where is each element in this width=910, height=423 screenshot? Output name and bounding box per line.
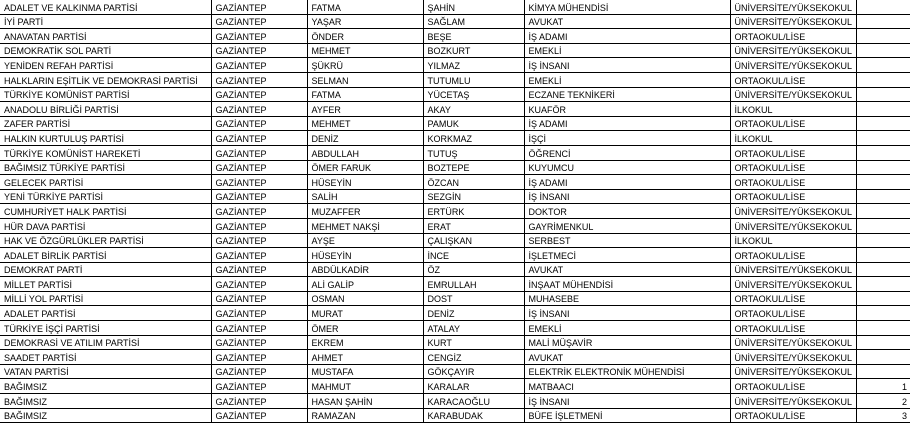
occupation-cell[interactable]: İŞ İNSANI (524, 306, 730, 321)
city-cell[interactable]: GAZİANTEP (211, 43, 307, 58)
first-name-cell[interactable]: FATMA (307, 0, 423, 14)
table-row (0, 306, 910, 321)
number-cell[interactable] (856, 145, 910, 160)
table-row (0, 350, 910, 365)
party-cell[interactable]: HAK VE ÖZGÜRLÜKLER PARTİSİ (0, 233, 211, 248)
education-cell[interactable]: İLKOKUL (730, 102, 856, 117)
party-cell[interactable]: ADALET PARTİSİ (0, 306, 211, 321)
first-name-cell[interactable]: RAMAZAN (307, 408, 423, 423)
number-cell[interactable]: 2 (856, 394, 910, 409)
education-cell[interactable]: ÜNİVERSİTE/YÜKSEKOKUL (730, 350, 856, 365)
number-cell[interactable] (856, 87, 910, 102)
table-row (0, 394, 910, 409)
last-name-cell[interactable]: TUTUŞ (423, 145, 524, 160)
last-name-cell[interactable]: BOZKURT (423, 43, 524, 58)
number-cell[interactable] (856, 277, 910, 292)
city-cell[interactable]: GAZİANTEP (211, 29, 307, 44)
last-name-cell[interactable]: YÜCETAŞ (423, 87, 524, 102)
number-cell[interactable] (856, 204, 910, 219)
table-row (0, 131, 910, 146)
occupation-cell[interactable]: AVUKAT (524, 350, 730, 365)
table-row (0, 408, 910, 423)
occupation-cell[interactable]: SERBEST (524, 233, 730, 248)
first-name-cell[interactable]: SALİH (307, 189, 423, 204)
last-name-cell[interactable]: BEŞE (423, 29, 524, 44)
first-name-cell[interactable]: OSMAN (307, 291, 423, 306)
education-cell[interactable]: ORTAOKUL/LİSE (730, 29, 856, 44)
last-name-cell[interactable]: KARACAOĞLU (423, 394, 524, 409)
first-name-cell[interactable]: MUZAFFER (307, 204, 423, 219)
occupation-cell[interactable]: GAYRİMENKUL (524, 218, 730, 233)
city-cell[interactable]: GAZİANTEP (211, 160, 307, 175)
party-cell[interactable]: BAĞIMSIZ (0, 379, 211, 394)
occupation-cell[interactable]: İŞLETMECİ (524, 248, 730, 263)
last-name-cell[interactable]: ÇALIŞKAN (423, 233, 524, 248)
table-row (0, 43, 910, 58)
number-cell[interactable] (856, 43, 910, 58)
table-row (0, 204, 910, 219)
occupation-cell[interactable]: BÜFE İŞLETMENİ (524, 408, 730, 423)
occupation-cell[interactable]: İŞ İNSANI (524, 394, 730, 409)
city-cell[interactable]: GAZİANTEP (211, 87, 307, 102)
first-name-cell[interactable]: ÖMER (307, 321, 423, 336)
number-cell[interactable] (856, 116, 910, 131)
table-row (0, 379, 910, 394)
last-name-cell[interactable]: EMRULLAH (423, 277, 524, 292)
last-name-cell[interactable]: GÖKÇAYIR (423, 364, 524, 379)
occupation-cell[interactable]: EMEKLİ (524, 72, 730, 87)
last-name-cell[interactable]: ÖZCAN (423, 175, 524, 190)
number-cell[interactable] (856, 189, 910, 204)
party-cell[interactable]: CUMHURİYET HALK PARTİSİ (0, 204, 211, 219)
first-name-cell[interactable]: MEHMET (307, 116, 423, 131)
last-name-cell[interactable]: ERTÜRK (423, 204, 524, 219)
city-cell[interactable]: GAZİANTEP (211, 145, 307, 160)
party-cell[interactable]: ADALET VE KALKINMA PARTİSİ (0, 0, 211, 14)
city-cell[interactable]: GAZİANTEP (211, 102, 307, 117)
last-name-cell[interactable]: ÖZ (423, 262, 524, 277)
last-name-cell[interactable]: SAĞLAM (423, 14, 524, 29)
city-cell[interactable]: GAZİANTEP (211, 306, 307, 321)
last-name-cell[interactable]: CENGİZ (423, 350, 524, 365)
last-name-cell[interactable]: TUTUMLU (423, 72, 524, 87)
last-name-cell[interactable]: PAMUK (423, 116, 524, 131)
city-cell[interactable]: GAZİANTEP (211, 277, 307, 292)
education-cell[interactable]: ÜNİVERSİTE/YÜKSEKOKUL (730, 14, 856, 29)
table-row (0, 233, 910, 248)
education-cell[interactable]: İLKOKUL (730, 233, 856, 248)
first-name-cell[interactable]: SELMAN (307, 72, 423, 87)
city-cell[interactable]: GAZİANTEP (211, 335, 307, 350)
number-cell[interactable] (856, 0, 910, 14)
first-name-cell[interactable]: ÖMER FARUK (307, 160, 423, 175)
city-cell[interactable]: GAZİANTEP (211, 189, 307, 204)
last-name-cell[interactable]: AKAY (423, 102, 524, 117)
number-cell[interactable] (856, 364, 910, 379)
occupation-cell[interactable]: ELEKTRİK ELEKTRONİK MÜHENDİSİ (524, 364, 730, 379)
first-name-cell[interactable]: EKREM (307, 335, 423, 350)
education-cell[interactable]: ORTAOKUL/LİSE (730, 321, 856, 336)
city-cell[interactable]: GAZİANTEP (211, 379, 307, 394)
last-name-cell[interactable]: İNCE (423, 248, 524, 263)
city-cell[interactable]: GAZİANTEP (211, 364, 307, 379)
last-name-cell[interactable]: DENİZ (423, 306, 524, 321)
party-cell[interactable]: ZAFER PARTİSİ (0, 116, 211, 131)
education-cell[interactable]: ORTAOKUL/LİSE (730, 248, 856, 263)
table-row (0, 14, 910, 29)
last-name-cell[interactable]: KARABUDAK (423, 408, 524, 423)
party-cell[interactable]: MİLLET PARTİSİ (0, 277, 211, 292)
last-name-cell[interactable]: DOST (423, 291, 524, 306)
first-name-cell[interactable]: AYFER (307, 102, 423, 117)
occupation-cell[interactable]: İŞ ADAMI (524, 116, 730, 131)
education-cell[interactable]: ORTAOKUL/LİSE (730, 189, 856, 204)
city-cell[interactable]: GAZİANTEP (211, 218, 307, 233)
occupation-cell[interactable]: ÖĞRENCİ (524, 145, 730, 160)
education-cell[interactable]: ÜNİVERSİTE/YÜKSEKOKUL (730, 43, 856, 58)
education-cell[interactable]: ORTAOKUL/LİSE (730, 116, 856, 131)
table-row (0, 72, 910, 87)
last-name-cell[interactable]: YILMAZ (423, 58, 524, 73)
first-name-cell[interactable]: FATMA (307, 87, 423, 102)
table-row (0, 321, 910, 336)
first-name-cell[interactable]: HÜSEYİN (307, 248, 423, 263)
first-name-cell[interactable]: ABDÜLKADİR (307, 262, 423, 277)
party-cell[interactable]: BAĞIMSIZ (0, 408, 211, 423)
party-cell[interactable]: HÜR DAVA PARTİSİ (0, 218, 211, 233)
education-cell[interactable]: ÜNİVERSİTE/YÜKSEKOKUL (730, 364, 856, 379)
party-cell[interactable]: HALKIN KURTULUŞ PARTİSİ (0, 131, 211, 146)
education-cell[interactable]: ÜNİVERSİTE/YÜKSEKOKUL (730, 218, 856, 233)
city-cell[interactable]: GAZİANTEP (211, 291, 307, 306)
first-name-cell[interactable]: MURAT (307, 306, 423, 321)
number-cell[interactable] (856, 321, 910, 336)
first-name-cell[interactable]: HASAN ŞAHİN (307, 394, 423, 409)
city-cell[interactable]: GAZİANTEP (211, 233, 307, 248)
party-cell[interactable]: VATAN PARTİSİ (0, 364, 211, 379)
first-name-cell[interactable]: MEHMET NAKŞİ (307, 218, 423, 233)
party-cell[interactable]: GELECEK PARTİSİ (0, 175, 211, 190)
first-name-cell[interactable]: ABDULLAH (307, 145, 423, 160)
occupation-cell[interactable]: İŞ İNSANI (524, 58, 730, 73)
first-name-cell[interactable]: ÖNDER (307, 29, 423, 44)
city-cell[interactable]: GAZİANTEP (211, 116, 307, 131)
last-name-cell[interactable]: ERAT (423, 218, 524, 233)
education-cell[interactable]: ÜNİVERSİTE/YÜKSEKOKUL (730, 204, 856, 219)
occupation-cell[interactable]: MALİ MÜŞAVİR (524, 335, 730, 350)
table-row (0, 160, 910, 175)
first-name-cell[interactable]: ŞÜKRÜ (307, 58, 423, 73)
party-cell[interactable]: ANADOLU BİRLİĞİ PARTİSİ (0, 102, 211, 117)
last-name-cell[interactable]: BOZTEPE (423, 160, 524, 175)
city-cell[interactable]: GAZİANTEP (211, 204, 307, 219)
occupation-cell[interactable]: KUYUMCU (524, 160, 730, 175)
number-cell[interactable] (856, 175, 910, 190)
first-name-cell[interactable]: MEHMET (307, 43, 423, 58)
occupation-cell[interactable]: İŞÇİ (524, 131, 730, 146)
education-cell[interactable]: ÜNİVERSİTE/YÜKSEKOKUL (730, 262, 856, 277)
occupation-cell[interactable]: DOKTOR (524, 204, 730, 219)
city-cell[interactable]: GAZİANTEP (211, 350, 307, 365)
education-cell[interactable]: ÜNİVERSİTE/YÜKSEKOKUL (730, 58, 856, 73)
number-cell[interactable] (856, 29, 910, 44)
party-cell[interactable]: HALKLARIN EŞİTLİK VE DEMOKRASİ PARTİSİ (0, 72, 211, 87)
number-cell[interactable] (856, 14, 910, 29)
city-cell[interactable]: GAZİANTEP (211, 72, 307, 87)
occupation-cell[interactable]: KUAFÖR (524, 102, 730, 117)
number-cell[interactable] (856, 262, 910, 277)
first-name-cell[interactable]: AYŞE (307, 233, 423, 248)
occupation-cell[interactable]: EMEKLİ (524, 321, 730, 336)
number-cell[interactable] (856, 131, 910, 146)
first-name-cell[interactable]: AHMET (307, 350, 423, 365)
number-cell[interactable] (856, 218, 910, 233)
table-row (0, 29, 910, 44)
education-cell[interactable]: ORTAOKUL/LİSE (730, 145, 856, 160)
occupation-cell[interactable]: İŞ İNSANI (524, 189, 730, 204)
table-row (0, 102, 910, 117)
education-cell[interactable]: ORTAOKUL/LİSE (730, 291, 856, 306)
number-cell[interactable] (856, 350, 910, 365)
education-cell[interactable]: ÜNİVERSİTE/YÜKSEKOKUL (730, 394, 856, 409)
occupation-cell[interactable]: MATBAACI (524, 379, 730, 394)
occupation-cell[interactable]: KİMYA MÜHENDİSİ (524, 0, 730, 14)
city-cell[interactable]: GAZİANTEP (211, 394, 307, 409)
first-name-cell[interactable]: HÜSEYİN (307, 175, 423, 190)
number-cell[interactable] (856, 248, 910, 263)
city-cell[interactable]: GAZİANTEP (211, 175, 307, 190)
table-row (0, 248, 910, 263)
occupation-cell[interactable]: İŞ ADAMI (524, 29, 730, 44)
occupation-cell[interactable]: MUHASEBE (524, 291, 730, 306)
table-row (0, 335, 910, 350)
table-row (0, 116, 910, 131)
education-cell[interactable]: İLKOKUL (730, 131, 856, 146)
number-cell[interactable] (856, 335, 910, 350)
party-cell[interactable]: BAĞIMSIZ (0, 394, 211, 409)
table-row (0, 175, 910, 190)
last-name-cell[interactable]: KARALAR (423, 379, 524, 394)
education-cell[interactable]: ÜNİVERSİTE/YÜKSEKOKUL (730, 0, 856, 14)
number-cell[interactable]: 1 (856, 379, 910, 394)
education-cell[interactable]: ÜNİVERSİTE/YÜKSEKOKUL (730, 277, 856, 292)
table-row (0, 145, 910, 160)
party-cell[interactable]: DEMOKRASİ VE ATILIM PARTİSİ (0, 335, 211, 350)
last-name-cell[interactable]: KURT (423, 335, 524, 350)
party-cell[interactable]: MİLLİ YOL PARTİSİ (0, 291, 211, 306)
occupation-cell[interactable]: İŞ ADAMI (524, 175, 730, 190)
education-cell[interactable]: ORTAOKUL/LİSE (730, 160, 856, 175)
occupation-cell[interactable]: ECZANE TEKNİKERİ (524, 87, 730, 102)
party-cell[interactable]: TÜRKİYE İŞÇİ PARTİSİ (0, 321, 211, 336)
table-row (0, 189, 910, 204)
first-name-cell[interactable]: DENİZ (307, 131, 423, 146)
party-cell[interactable]: BAĞIMSIZ TÜRKİYE PARTİSİ (0, 160, 211, 175)
party-cell[interactable]: DEMOKRAT PARTİ (0, 262, 211, 277)
education-cell[interactable]: ORTAOKUL/LİSE (730, 379, 856, 394)
table-row (0, 277, 910, 292)
table-row (0, 291, 910, 306)
occupation-cell[interactable]: İNŞAAT MÜHENDİSİ (524, 277, 730, 292)
party-cell[interactable]: ANAVATAN PARTİSİ (0, 29, 211, 44)
number-cell[interactable] (856, 58, 910, 73)
first-name-cell[interactable]: YAŞAR (307, 14, 423, 29)
first-name-cell[interactable]: ALİ GALİP (307, 277, 423, 292)
last-name-cell[interactable]: SEZGİN (423, 189, 524, 204)
last-name-cell[interactable]: KORKMAZ (423, 131, 524, 146)
city-cell[interactable]: GAZİANTEP (211, 0, 307, 14)
education-cell[interactable]: ÜNİVERSİTE/YÜKSEKOKUL (730, 335, 856, 350)
last-name-cell[interactable]: ATALAY (423, 321, 524, 336)
number-cell[interactable] (856, 102, 910, 117)
number-cell[interactable] (856, 72, 910, 87)
education-cell[interactable]: ORTAOKUL/LİSE (730, 175, 856, 190)
last-name-cell[interactable]: ŞAHİN (423, 0, 524, 14)
city-cell[interactable]: GAZİANTEP (211, 14, 307, 29)
party-cell[interactable]: TÜRKİYE KOMÜNİST PARTİSİ (0, 87, 211, 102)
number-cell[interactable] (856, 233, 910, 248)
number-cell[interactable] (856, 291, 910, 306)
party-cell[interactable]: DEMOKRATİK SOL PARTİ (0, 43, 211, 58)
party-cell[interactable]: ADALET BİRLİK PARTİSİ (0, 248, 211, 263)
first-name-cell[interactable]: MUSTAFA (307, 364, 423, 379)
city-cell[interactable]: GAZİANTEP (211, 408, 307, 423)
table-row (0, 262, 910, 277)
education-cell[interactable]: ORTAOKUL/LİSE (730, 408, 856, 423)
city-cell[interactable]: GAZİANTEP (211, 248, 307, 263)
party-cell[interactable]: TÜRKİYE KOMÜNİST HAREKETİ (0, 145, 211, 160)
education-cell[interactable]: ORTAOKUL/LİSE (730, 306, 856, 321)
first-name-cell[interactable]: MAHMUT (307, 379, 423, 394)
table-row (0, 218, 910, 233)
number-cell[interactable]: 3 (856, 408, 910, 423)
education-cell[interactable]: ORTAOKUL/LİSE (730, 72, 856, 87)
table-row (0, 0, 910, 14)
party-cell[interactable]: YENİ TÜRKİYE PARTİSİ (0, 189, 211, 204)
table-row (0, 87, 910, 102)
city-cell[interactable]: GAZİANTEP (211, 131, 307, 146)
occupation-cell[interactable]: AVUKAT (524, 14, 730, 29)
occupation-cell[interactable]: EMEKLİ (524, 43, 730, 58)
party-cell[interactable]: İYİ PARTİ (0, 14, 211, 29)
education-cell[interactable]: ÜNİVERSİTE/YÜKSEKOKUL (730, 87, 856, 102)
number-cell[interactable] (856, 306, 910, 321)
table-row (0, 58, 910, 73)
number-cell[interactable] (856, 160, 910, 175)
city-cell[interactable]: GAZİANTEP (211, 262, 307, 277)
occupation-cell[interactable]: AVUKAT (524, 262, 730, 277)
city-cell[interactable]: GAZİANTEP (211, 321, 307, 336)
table-row (0, 364, 910, 379)
party-cell[interactable]: YENİDEN REFAH PARTİSİ (0, 58, 211, 73)
city-cell[interactable]: GAZİANTEP (211, 58, 307, 73)
party-cell[interactable]: SAADET PARTİSİ (0, 350, 211, 365)
